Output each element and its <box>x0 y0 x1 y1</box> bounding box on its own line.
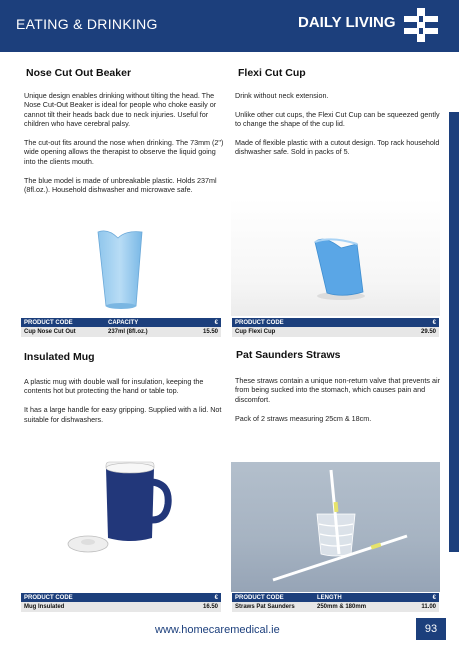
table-cell: 11.00 <box>405 602 439 612</box>
product-title-flexi-cut-cup: Flexi Cut Cup <box>238 67 306 79</box>
description-paragraph: It has a large handle for easy gripping. Supplied with a lid. Not suitable for dishwashers. <box>24 405 222 424</box>
table-header: CAPACITY <box>105 318 184 327</box>
table-cell: 16.50 <box>165 602 221 612</box>
product-description-nose-cut-out-beaker <box>24 91 229 204</box>
product-description-pat-saunders-straws <box>235 376 440 432</box>
description-paragraph: These straws contain a unique non-return valve that prevents air from being sucked into the stomach, which causes pain and discomfort. <box>235 376 440 404</box>
insulated-mug-image <box>66 456 176 564</box>
table-cell: 15.50 <box>184 327 221 337</box>
spec-table-pat-saunders-straws <box>232 593 439 612</box>
table-header: € <box>184 318 221 327</box>
product-description-insulated-mug <box>24 377 229 433</box>
table-header: PRODUCT CODE <box>232 318 382 327</box>
description-paragraph: Made of flexible plastic with a cutout design. Top rack household dishwasher safe. Sold in packs of 5. <box>235 138 440 157</box>
table-row <box>21 327 221 337</box>
side-accent-bar <box>449 112 459 552</box>
table-cell: Mug Insulated <box>21 602 165 612</box>
product-title-nose-cut-out-beaker: Nose Cut Out Beaker <box>26 67 132 79</box>
table-cell: 237ml (8fl.oz.) <box>105 327 184 337</box>
table-cell: Straws Pat Saunders <box>232 602 314 612</box>
table-cell: 29.50 <box>382 327 439 337</box>
category-title: DAILY LIVING <box>298 14 396 31</box>
description-paragraph: Unlike other cut cups, the Flexi Cut Cup can be squeezed gently to change the shape of the cup lid. <box>235 109 440 129</box>
table-header: PRODUCT CODE <box>232 593 314 602</box>
product-title-pat-saunders-straws: Pat Saunders Straws <box>236 349 341 361</box>
page-header <box>0 0 459 52</box>
pat-saunders-straws-image <box>231 462 440 592</box>
table-row <box>21 602 221 612</box>
table-cell: Cup Flexi Cup <box>232 327 382 337</box>
flexi-cup-illustration <box>231 198 440 316</box>
table-cell: Cup Nose Cut Out <box>21 327 105 337</box>
page-number: 93 <box>416 618 446 640</box>
flexi-cut-cup-image <box>231 198 440 316</box>
table-header: € <box>165 593 221 602</box>
table-header: PRODUCT CODE <box>21 318 105 327</box>
spec-table-insulated-mug <box>21 593 221 612</box>
table-header: PRODUCT CODE <box>21 593 165 602</box>
section-title: EATING & DRINKING <box>16 16 158 32</box>
spec-table-flexi-cut-cup <box>232 318 439 337</box>
table-row <box>232 602 439 612</box>
table-header: € <box>382 318 439 327</box>
product-title-insulated-mug: Insulated Mug <box>24 351 95 363</box>
table-header: € <box>405 593 439 602</box>
nose-cut-out-beaker-image <box>96 228 144 310</box>
description-paragraph: Pack of 2 straws measuring 25cm & 18cm. <box>235 413 372 423</box>
medical-cross-logo-icon <box>404 8 438 42</box>
table-cell: 250mm & 180mm <box>314 602 405 612</box>
description-paragraph: The blue model is made of unbreakable plastic. Holds 237ml (8fl.oz.). Household dishwasher and microwave safe. <box>24 175 217 195</box>
product-description-flexi-cut-cup <box>235 91 440 166</box>
spec-table-nose-cut-out-beaker <box>21 318 221 337</box>
website-url: www.homecaremedical.ie <box>155 624 280 636</box>
table-header: LENGTH <box>314 593 405 602</box>
description-paragraph: A plastic mug with double wall for insulation, keeping the contents hot but protecting the hand or table top. <box>24 377 204 396</box>
description-paragraph: Unique design enables drinking without tilting the head. The Nose Cut-Out Beaker is ideal for people who choke easily or cannot tilt their heads back due to neck injuries. Useful for children who have cerebral palsy. <box>24 91 217 129</box>
description-paragraph: The cut-out fits around the nose when drinking. The 73mm (2") wide opening allows the therapist to observe the liquid going into the clients mouth. <box>24 138 224 166</box>
straws-illustration <box>231 462 440 592</box>
table-row <box>232 327 439 337</box>
description-paragraph: Drink without neck extension. <box>235 91 329 100</box>
